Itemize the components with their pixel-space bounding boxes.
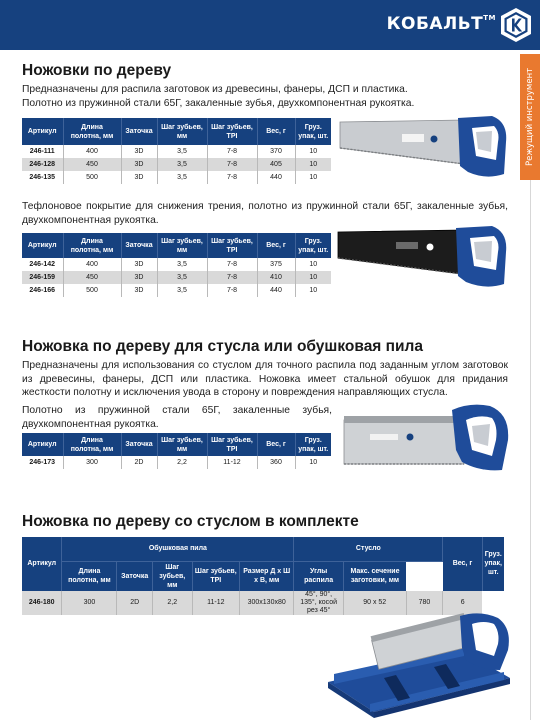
col-pack: Груз. упак, шт. [295,118,331,145]
col-weight: Вес, г [257,118,295,145]
col-weight: Вес, г [257,233,295,258]
section1-description: Предназначены для распила заготовок из древесины, фанеры, ДСП и пластика. Полотно из пружинной стали 65Г, закаленные зубья, двухкомпонентная рукоятка. [22,84,415,109]
col-max-section: Макс. сечение заготовки, мм [343,561,406,591]
section-title-back-saw: Ножовка по дереву для стусла или обушковая пила [22,338,424,355]
col-article: Артикул [22,233,63,258]
col-pack: Груз. упак, шт. [482,537,504,591]
col-pitch-mm: Шаг зубьев, мм [152,561,192,591]
table-row: 246-142 400 3D 3,5 7-8 375 10 [22,258,331,271]
col-pitch-mm: Шаг зубьев, мм [157,233,207,258]
spec-table-saws-2 [22,233,331,297]
col-article: Артикул [22,118,63,145]
table-row: 246-180 300 2D 2,2 11-12 300х130х80 45°, 90°, 135°, косой рез 45° 90 х 52 780 6 [22,591,504,615]
spec-table-back-saw [22,433,331,469]
miter-box-with-saw-image [314,612,520,718]
col-pitch-tpi: Шаг зубьев, TPI [207,233,257,258]
col-article: Артикул [22,433,63,456]
group-back-saw: Обушковая пила [62,537,294,561]
col-pitch-tpi: Шаг зубьев, TPI [207,433,257,456]
group-miter-box: Стусло [294,537,443,561]
col-weight: Вес, г [443,537,482,591]
col-length: Длина полотна, мм [63,233,121,258]
col-sharpening: Заточка [121,433,157,456]
category-side-tab: Режущий инструмент [520,54,540,180]
table-row: 246-159 450 3D 3,5 7-8 410 10 [22,271,331,284]
col-sharpening: Заточка [121,118,157,145]
col-pitch-tpi: Шаг зубьев, TPI [207,118,257,145]
section2-description: Предназначены для использования со стуслом для точного распила под заданным углом заготовок из древесины, фанеры, ДСП или пластика. Ножовка имеет стальной обушок для придания жесткости полотну и исключения увода в сторону и повреждения направляющих стусла. [22,360,508,398]
table-row: 246-166 500 3D 3,5 7-8 440 10 [22,284,331,297]
col-length: Длина полотна, мм [63,118,121,145]
col-length: Длина полотна, мм [63,433,121,456]
kobalt-logo-icon [498,6,534,44]
table-row: 246-135 500 3D 3,5 7-8 440 10 [22,171,331,184]
col-angles: Углы распила [294,561,344,591]
header-bar [0,0,540,50]
col-weight: Вес, г [257,433,295,456]
brand-name: КОБАЛЬТ™ [386,14,496,34]
table-row: 246-173 300 2D 2,2 11-12 360 10 [22,456,331,469]
section2-material-description: Полотно из пружинной стали 65Г, закаленные зубья, двухкомпонентная рукоятка. [22,405,332,430]
spec-table-saw-miter-box [22,537,504,615]
col-pitch-tpi: Шаг зубьев, TPI [192,561,239,591]
col-pack: Груз. упак, шт. [295,433,331,456]
section-title-wood-saws: Ножовки по дереву [22,62,172,79]
col-sharpening: Заточка [117,561,152,591]
hand-saw-image-1 [336,112,514,188]
col-length: Длина полотна, мм [62,561,117,591]
col-article: Артикул [22,537,62,591]
spec-table-saws-1 [22,118,331,184]
table-row: 246-128 450 3D 3,5 7-8 405 10 [22,158,331,171]
table-row: 246-111 400 3D 3,5 7-8 370 10 [22,145,331,158]
section1-teflon-description: Тефлоновое покрытие для снижения трения, полотно из пружинной стали 65Г, закаленные зубья, двухкомпонентная рукоятка. [22,201,508,226]
col-size: Размер Д х Ш х В, мм [240,561,294,591]
col-pitch-mm: Шаг зубьев, мм [157,118,207,145]
side-divider [530,180,531,720]
section-title-saw-with-miter-box: Ножовка по дереву со стуслом в комплекте [22,513,359,530]
back-saw-image [340,400,516,480]
col-pack: Груз. упак, шт. [295,233,331,258]
col-sharpening: Заточка [121,233,157,258]
col-pitch-mm: Шаг зубьев, мм [157,433,207,456]
hand-saw-image-2 [334,224,514,300]
